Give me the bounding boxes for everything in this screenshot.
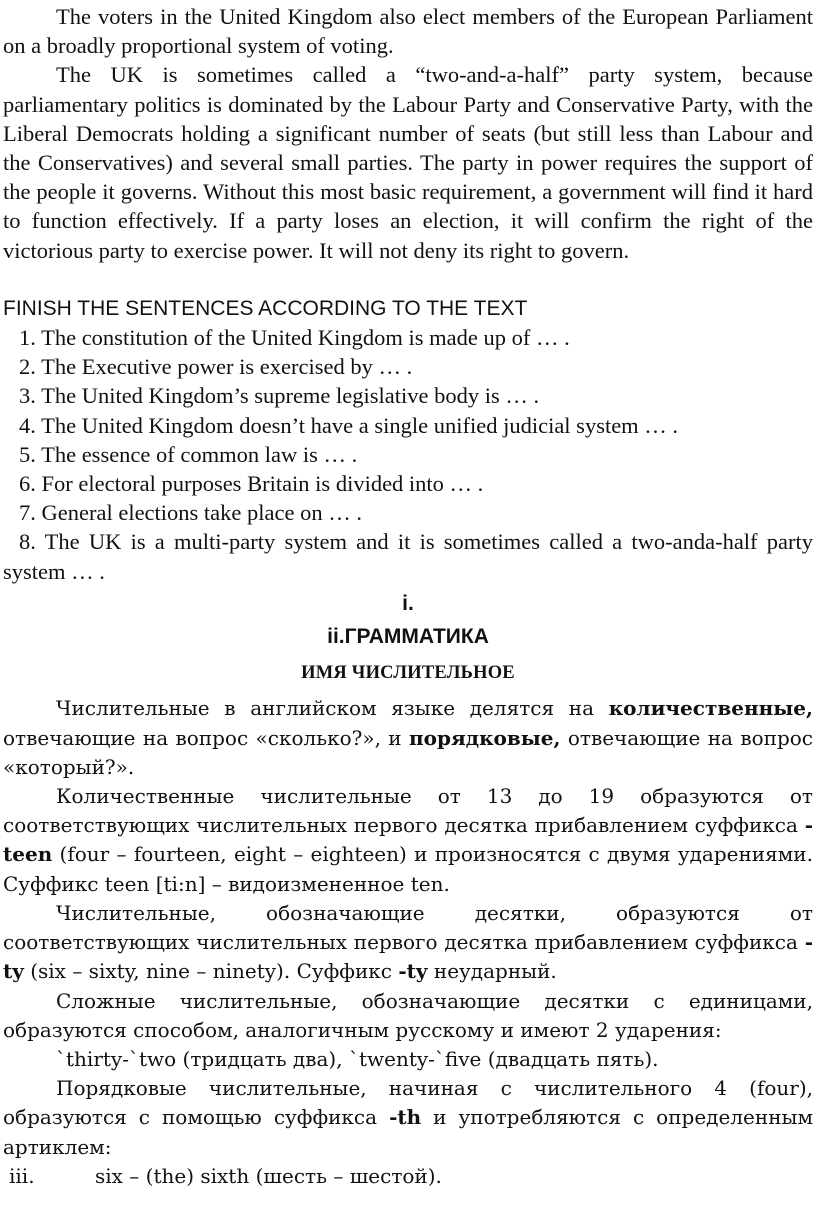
grammar-paragraph-2	[3, 782, 813, 899]
text-run: (six – sixty, nine – ninety). Суффикс	[23, 959, 399, 984]
exercise-item-6: 6. For electoral purposes Britain is divided into … .	[19, 471, 484, 497]
exercise-item-4: 4. The United Kingdom doesn’t have a single unified judicial system … .	[19, 412, 679, 438]
exercise-item-2: 2. The Executive power is exercised by … .	[19, 354, 413, 380]
list-item-text: six – (the) sixth (шесть – шестой).	[95, 1163, 442, 1188]
section-title: ii.ГРАММАТИКА	[327, 625, 489, 649]
grammar-paragraph-3	[3, 899, 813, 987]
bold-term-ordinal: порядковые,	[409, 725, 561, 750]
text-run: Числительные в английском языке делятся на	[56, 696, 609, 721]
text-run: Количественные числительные от 13 до 19 образуются от соответствующих числительных первого десятка прибавлением суффикса	[3, 784, 813, 838]
bold-suffix-th: -th	[389, 1105, 422, 1130]
exercise-item-7: 7. General elections take place on … .	[19, 500, 362, 526]
grammar-example-compound: `thirty-`two (тридцать два), `twenty-`five (двадцать пять).	[56, 1046, 659, 1071]
exercise-item-3: 3. The United Kingdom’s supreme legislative body is … .	[19, 383, 540, 409]
exercise-item-8: 8. The UK is a multi-party system and it is sometimes called a two-anda-half party system … .	[3, 529, 813, 584]
grammar-paragraph-1	[3, 694, 813, 782]
text-run: неударный.	[427, 959, 557, 984]
section-subtitle: ИМЯ ЧИСЛИТЕЛЬНОЕ	[301, 663, 515, 684]
paragraph-european-parliament: The voters in the United Kingdom also elect members of the European Parliament on a broadly proportional system of voting.	[3, 4, 813, 59]
exercise-item-5: 5. The essence of common law is … .	[19, 441, 358, 467]
text-run: (four – fourteen, eight – eighteen) и произносятся с двумя ударениями. Суффикс teen [ti:n] – видоизмененное ten.	[3, 842, 813, 896]
bold-suffix-teen: -teen	[3, 813, 813, 867]
exercise-item-1: 1. The constitution of the United Kingdom is made up of … .	[19, 325, 570, 351]
bold-suffix-ty: -ty	[3, 930, 813, 984]
text-run: отвечающие на вопрос «сколько?», и	[3, 725, 409, 750]
exercise-heading: FINISH THE SENTENCES ACCORDING TO THE TEXT	[3, 296, 528, 320]
text-run: и употребляются с определенным артиклем:	[3, 1105, 813, 1159]
text-run: отвечающие на вопрос «который?».	[3, 725, 813, 779]
text-run: Числительные, обозначающие десятки, образуются от соответствующих числительных первого десятка прибавлением суффикса	[3, 900, 813, 955]
section-marker-i: i.	[402, 591, 414, 615]
list-item-iii	[3, 1162, 813, 1191]
spacer	[3, 265, 813, 294]
list-marker-iii: iii.	[9, 1163, 35, 1188]
grammar-paragraph-6	[3, 1074, 813, 1162]
bold-term-cardinal: количественные,	[608, 696, 813, 721]
text-run: Порядковые числительные, начиная с числительного 4 (four), образуются с помощью суффикса	[3, 1076, 813, 1130]
grammar-paragraph-4: Сложные числительные, обозначающие десятки с единицами, образуются способом, аналогичным русскому и имеют 2 ударения:	[3, 988, 813, 1042]
paragraph-two-and-a-half-party: The UK is sometimes called a “two-and-a-half” party system, because parliamentary politics is dominated by the Labour Party and Conservative Party, with the Liberal Democrats holding a significant number of seats (but still less than Labour and the Conservatives) and several small parties. The party in power requires the support of the people it governs. Without this most basic requirement, a government will find it hard to function effectively. If a party loses an election, it will confirm the right of the victorious party to exercise power. It will not deny its right to govern.	[3, 62, 813, 263]
bold-suffix-ty: -ty	[398, 959, 428, 984]
